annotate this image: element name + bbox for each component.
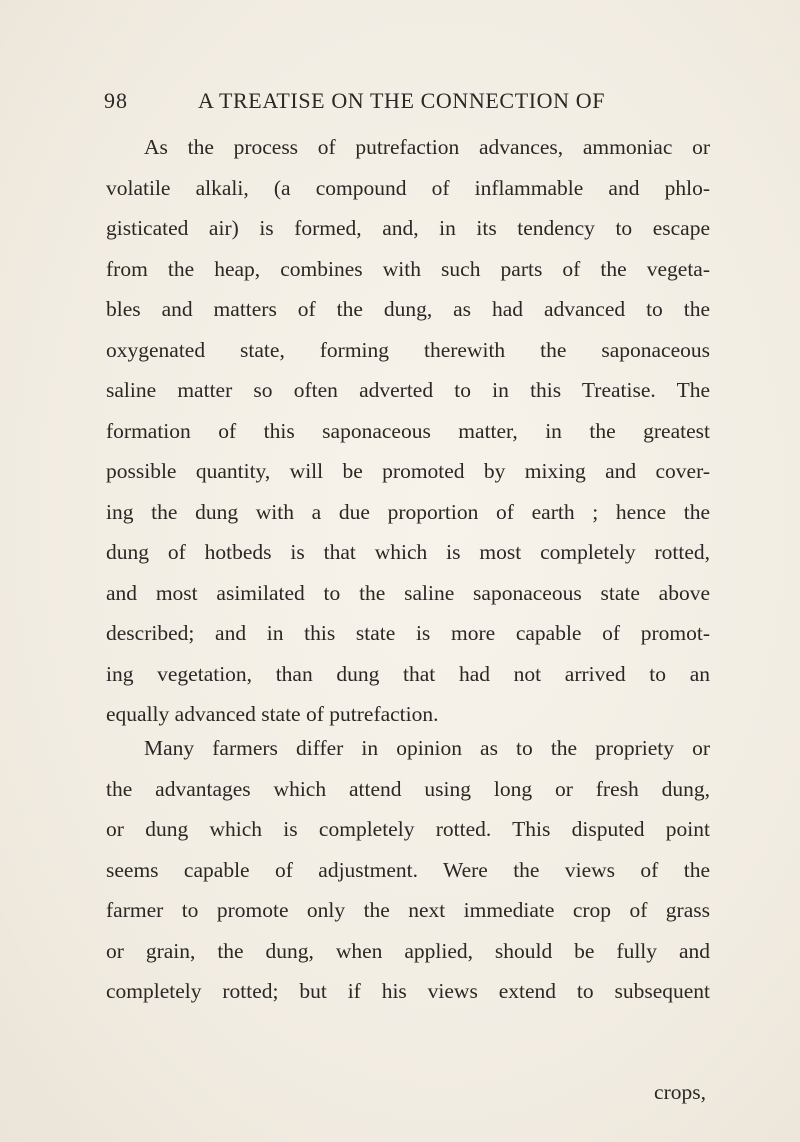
running-title: A TREATISE ON THE CONNECTION OF <box>198 88 606 113</box>
text-line: or dung which is completely rotted. This disputed point <box>106 817 710 841</box>
text-line: and most asimilated to the saline saponaceous state above <box>106 580 710 605</box>
text-line: bles and matters of the dung, as had advanced to the <box>106 297 710 321</box>
text-line: equally advanced state of putrefaction. <box>106 702 439 726</box>
text-line: Many farmers differ in opinion as to the propriety or <box>144 736 710 760</box>
text-line: completely rotted; but if his views extend to subsequent <box>106 979 710 1003</box>
running-head <box>104 88 744 118</box>
text-line: ing the dung with a due proportion of earth ; hence the <box>106 499 710 524</box>
paragraph-1 <box>106 127 710 735</box>
text-line: saline matter so often adverted to in this Treatise. The <box>106 378 710 402</box>
text-line: possible quantity, will be promoted by mixing and cover- <box>106 459 710 483</box>
text-line: As the process of putrefaction advances, ammoniac or <box>144 135 710 159</box>
page-number: 98 <box>104 88 128 113</box>
paragraph-2 <box>106 728 710 1012</box>
text-line: farmer to promote only the next immediate crop of grass <box>106 898 710 922</box>
text-line: gisticated air) is formed, and, in its tendency to escape <box>106 216 710 240</box>
catchword: crops, <box>654 1080 706 1104</box>
text-line: oxygenated state, forming therewith the saponaceous <box>106 337 710 362</box>
text-line: dung of hotbeds is that which is most completely rotted, <box>106 540 710 564</box>
text-line: seems capable of adjustment. Were the views of the <box>106 857 710 882</box>
text-line: volatile alkali, (a compound of inflammable and phlo- <box>106 175 710 200</box>
text-line: from the heap, combines with such parts of the vegeta- <box>106 256 710 281</box>
text-line: or grain, the dung, when applied, should be fully and <box>106 938 710 963</box>
text-line: described; and in this state is more capable of promot- <box>106 621 710 645</box>
text-line: ing vegetation, than dung that had not arrived to an <box>106 661 710 686</box>
text-line: formation of this saponaceous matter, in the greatest <box>106 418 710 443</box>
text-line: the advantages which attend using long or fresh dung, <box>106 776 710 801</box>
